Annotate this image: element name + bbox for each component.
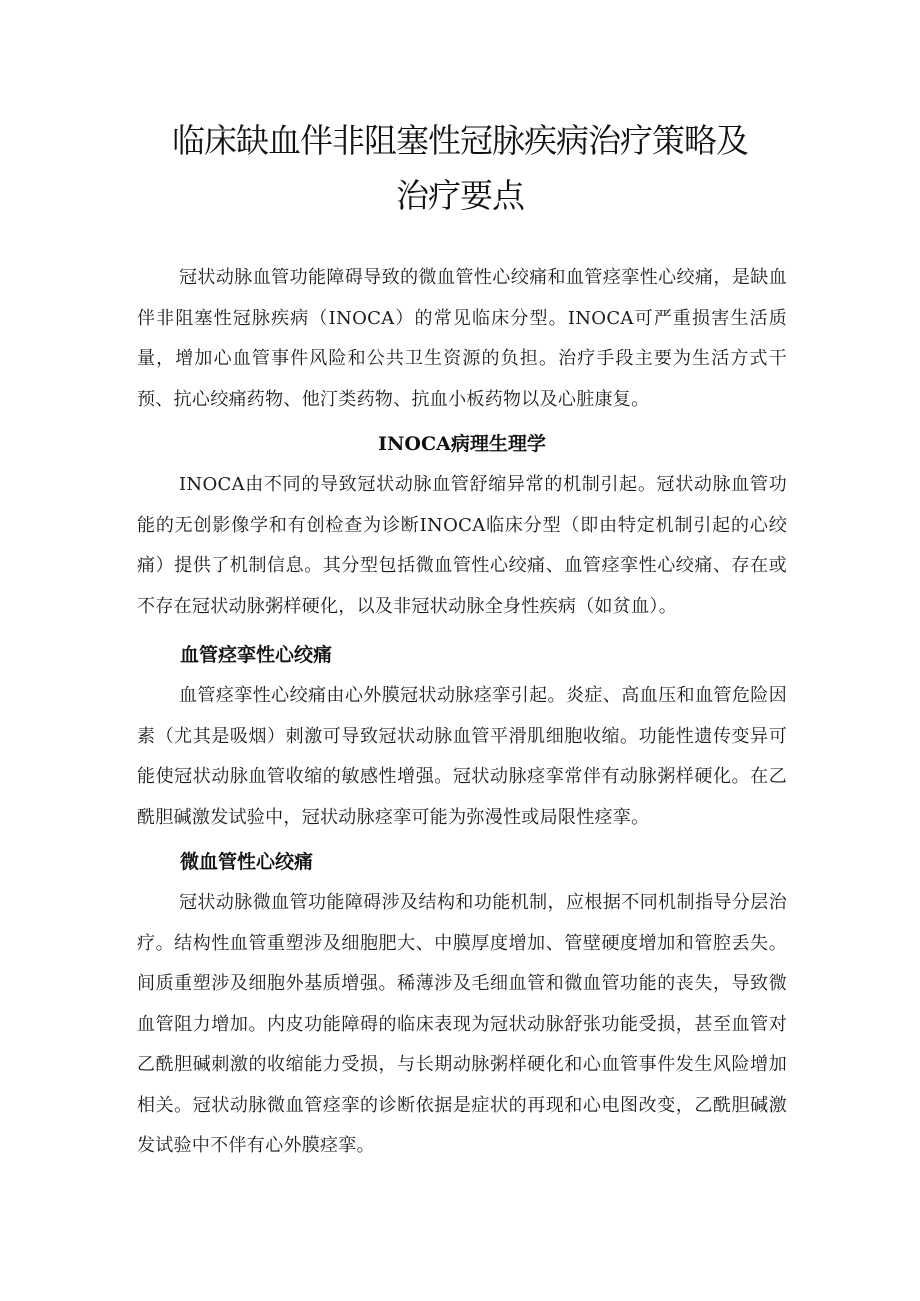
document-title-line-1: 临床缺血伴非阻塞性冠脉疾病治疗策略及 [172, 121, 748, 160]
section-heading-microvascular-angina: 微血管性心绞痛 [180, 851, 314, 873]
document-title-line-2: 治疗要点 [396, 176, 524, 215]
microvascular-angina-paragraph: 冠状动脉微血管功能障碍涉及结构和功能机制，应根据不同机制指导分层治疗。结构性血管重塑涉及细胞肥大、中膜厚度增加、管壁硬度增加和管腔丢失。间质重塑涉及细胞外基质增强。稀薄涉及毛细血管和微血管功能的丧失，导致微血管阻力增加。内皮功能障碍的临床表现为冠状动脉舒张功能受损，甚至血管对乙酰胆碱刺激的收缩能力受损，与长期动脉粥样硬化和心血管事件发生风险增加相关。冠状动脉微血管痉挛的诊断依据是症状的再现和心电图改变，乙酰胆碱激发试验中不伴有心外膜痉挛。 [137, 892, 787, 1156]
section-heading-pathophysiology: INOCA病理生理学 [378, 433, 546, 455]
section-heading-vasospastic-angina: 血管痉挛性心绞痛 [180, 644, 333, 666]
pathophysiology-paragraph: INOCA由不同的导致冠状动脉血管舒缩异常的机制引起。冠状动脉血管功能的无创影像学和有创检查为诊断INOCA临床分型（即由特定机制引起的心绞痛）提供了机制信息。其分型包括微血管性心绞痛、血管痉挛性心绞痛、存在或不存在冠状动脉粥样硬化，以及非冠状动脉全身性疾病（如贫血）。 [137, 474, 787, 617]
vasospastic-angina-paragraph: 血管痉挛性心绞痛由心外膜冠状动脉痉挛引起。炎症、高血压和血管危险因素（尤其是吸烟）刺激可导致冠状动脉血管平滑肌细胞收缩。功能性遗传变异可能使冠状动脉血管收缩的敏感性增强。冠状动脉痉挛常伴有动脉粥样硬化。在乙酰胆碱激发试验中，冠状动脉痉挛可能为弥漫性或局限性痉挛。 [137, 685, 787, 828]
intro-paragraph: 冠状动脉血管功能障碍导致的微血管性心绞痛和血管痉挛性心绞痛，是缺血伴非阻塞性冠脉疾病（INOCA）的常见临床分型。INOCA可严重损害生活质量，增加心血管事件风险和公共卫生资源的负担。治疗手段主要为生活方式干预、抗心绞痛药物、他汀类药物、抗血小板药物以及心脏康复。 [137, 267, 787, 410]
